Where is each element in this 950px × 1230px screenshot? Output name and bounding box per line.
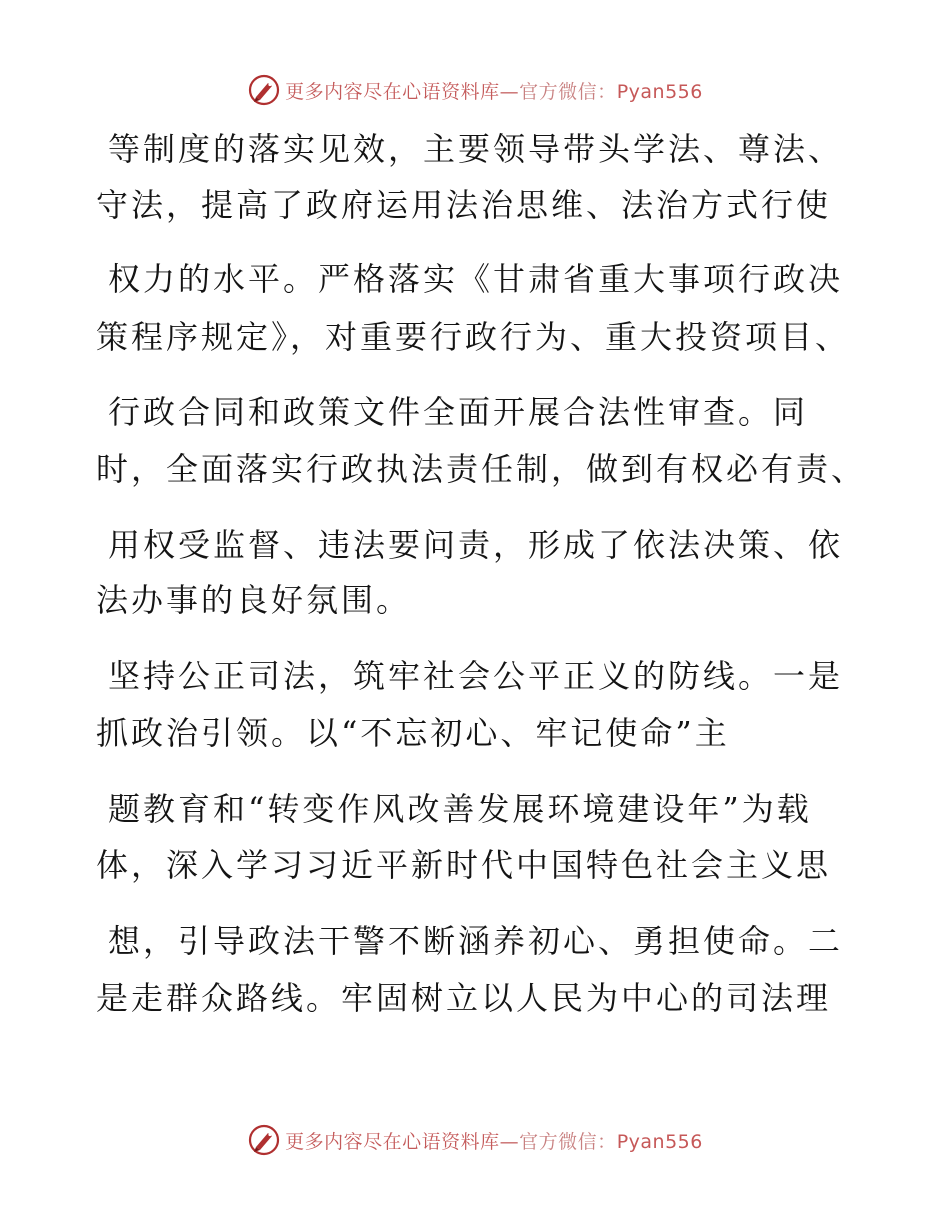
footer-banner: [0, 1120, 950, 1160]
banner-main-text: 更多内容尽在心语资料库: [285, 80, 500, 103]
text-line: 守法，提高了政府运用法治思维、法治方式行使: [96, 186, 832, 224]
banner-main-text: 更多内容尽在心语资料库: [285, 1130, 500, 1153]
header-banner-text: [285, 77, 703, 104]
header-banner: [0, 70, 950, 110]
text-line: 题教育和“转变作风改善发展环境建设年”为载: [108, 790, 812, 828]
text-line: 抓政治引领。以“不忘初心、牢记使命”主: [96, 714, 730, 752]
text-line: 行政合同和政策文件全面开展合法性审查。同: [108, 393, 809, 431]
text-line: 用权受监督、违法要问责，形成了依法决策、依: [108, 526, 844, 564]
text-line: 等制度的落实见效，主要领导带头学法、尊法、: [108, 130, 844, 168]
banner-dash: —: [499, 1130, 520, 1153]
banner-wechat-label: 官方微信：: [519, 1130, 617, 1153]
banner-dash: —: [499, 80, 520, 103]
banner-wechat-label: 官方微信：: [519, 80, 617, 103]
text-line: 坚持公正司法，筑牢社会公平正义的防线。一是: [108, 657, 844, 695]
text-line: 权力的水平。严格落实《甘肃省重大事项行政决: [108, 260, 844, 298]
text-line: 时，全面落实行政执法责任制，做到有权必有责、: [96, 450, 867, 488]
banner-wechat-id: Pyan556: [616, 80, 703, 103]
text-line: 策程序规定》，对重要行政行为、重大投资项目、: [96, 318, 851, 356]
text-line: 体，深入学习习近平新时代中国特色社会主义思: [96, 846, 832, 884]
text-line: 想，引导政法干警不断涵养初心、勇担使命。二: [108, 922, 844, 960]
banner-wechat-id: Pyan556: [616, 1130, 703, 1153]
pen-logo-icon: [247, 73, 281, 107]
footer-banner-text: [285, 1127, 703, 1154]
pen-logo-icon: [247, 1123, 281, 1157]
text-line: 是走群众路线。牢固树立以人民为中心的司法理: [96, 979, 832, 1017]
text-line: 法办事的良好氛围。: [96, 581, 412, 619]
